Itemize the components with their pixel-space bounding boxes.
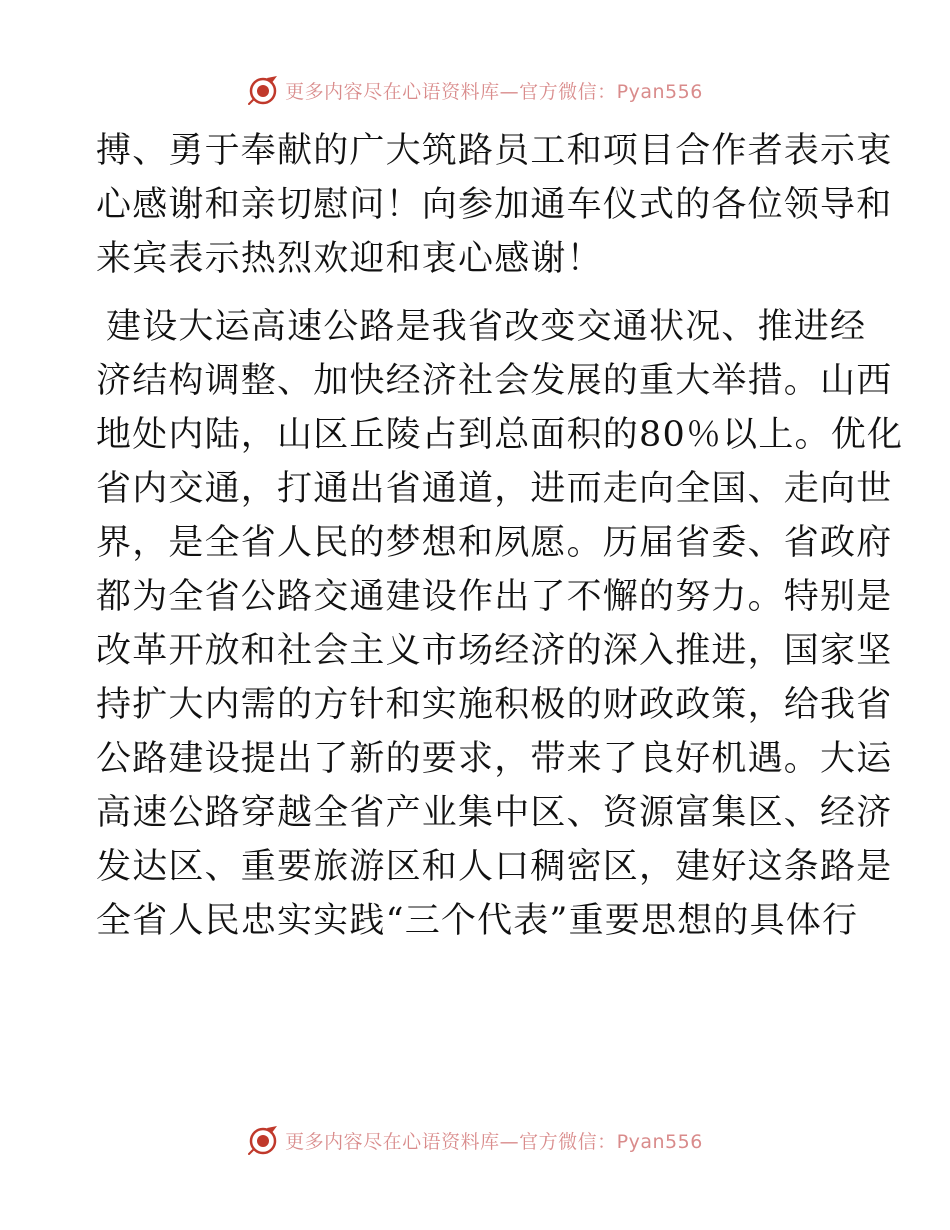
text-line: 建设大运高速公路是我省改变交通状况、推进经 — [106, 307, 867, 347]
text-line: 地处内陆，山区丘陵占到总面积的80％以上。优化 — [96, 415, 904, 455]
text-line: 心感谢和亲切慰问！向参加通车仪式的各位领导和 — [96, 185, 893, 225]
text-line: 都为全省公路交通建设作出了不懈的努力。特别是 — [96, 577, 893, 617]
paragraph-2 — [96, 300, 904, 948]
footer-banner-text: 更多内容尽在心语资料库—官方微信：Pyan556 — [285, 1130, 703, 1153]
text-line: 搏、勇于奉献的广大筑路员工和项目合作者表示衷 — [96, 131, 893, 171]
paragraph-1 — [96, 124, 893, 286]
text-line: 持扩大内需的方针和实施积极的财政政策，给我省 — [96, 685, 893, 725]
header-banner — [0, 70, 950, 110]
text-line: 公路建设提出了新的要求，带来了良好机遇。大运 — [96, 739, 893, 779]
text-line: 高速公路穿越全省产业集中区、资源富集区、经济 — [96, 793, 893, 833]
text-line: 改革开放和社会主义市场经济的深入推进，国家坚 — [96, 631, 893, 671]
text-line: 界，是全省人民的梦想和夙愿。历届省委、省政府 — [96, 523, 893, 563]
text-line: 全省人民忠实实践“三个代表”重要思想的具体行 — [96, 901, 859, 941]
pen-circle-logo-icon — [247, 74, 279, 106]
text-line: 来宾表示热烈欢迎和衷心感谢！ — [96, 239, 603, 279]
text-line: 济结构调整、加快经济社会发展的重大举措。山西 — [96, 361, 893, 401]
footer-banner — [0, 1120, 950, 1160]
text-line: 发达区、重要旅游区和人口稠密区，建好这条路是 — [96, 847, 893, 887]
pen-circle-logo-icon — [247, 1124, 279, 1156]
text-line: 省内交通，打通出省通道，进而走向全国、走向世 — [96, 469, 893, 509]
header-banner-text: 更多内容尽在心语资料库—官方微信：Pyan556 — [285, 80, 703, 103]
document-body — [96, 124, 904, 948]
